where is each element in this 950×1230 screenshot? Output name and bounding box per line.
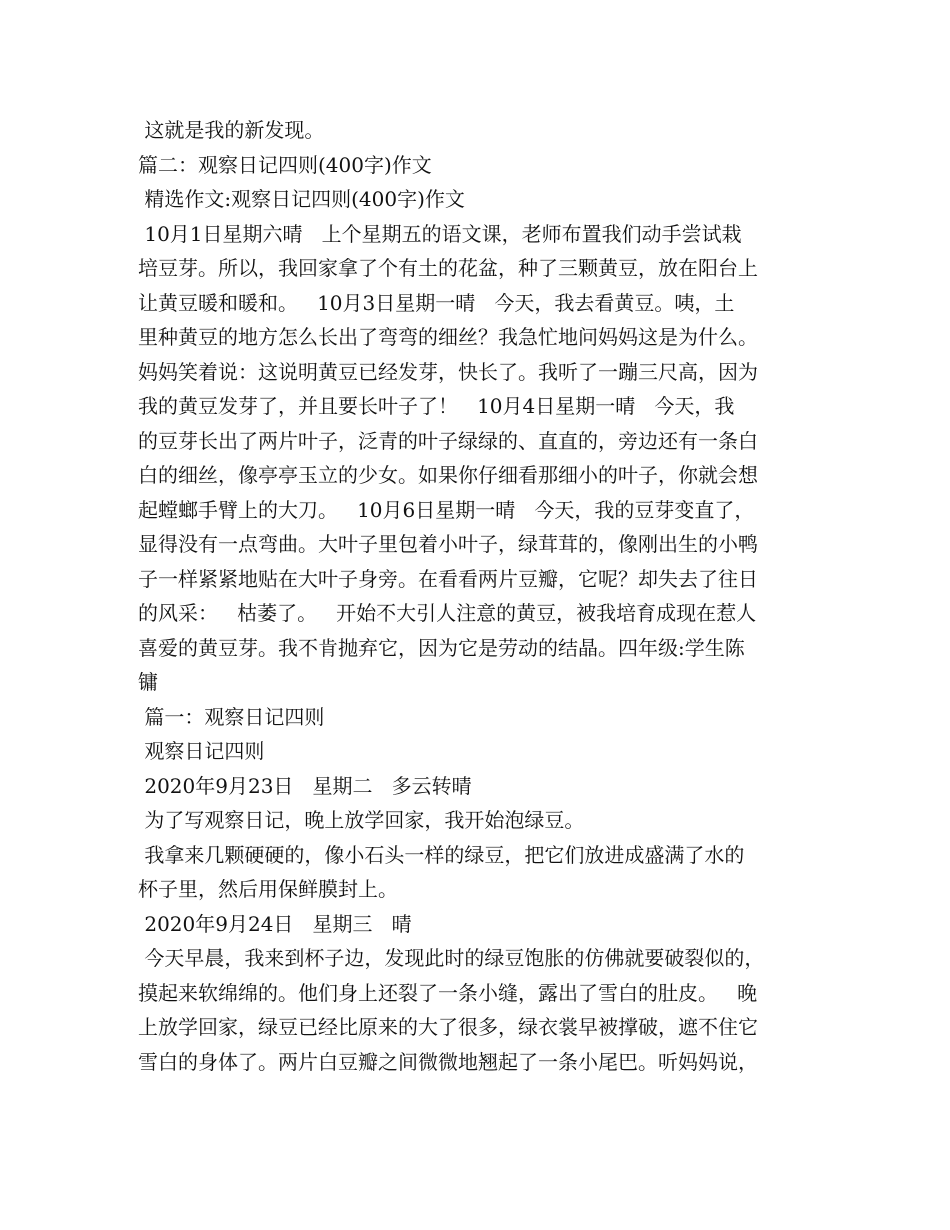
text-line: 里种黄豆的地方怎么长出了弯弯的细丝？我急忙地问妈妈这是为什么。	[138, 325, 758, 349]
text-line: 杯子里，然后用保鲜膜封上。	[138, 877, 398, 901]
diary-date: 2020年9月24日 星期三 晴	[138, 911, 412, 936]
essay-title: 观察日记四则	[138, 739, 265, 763]
text-line: 让黄豆暖和暖和。 10月3日星期一晴 今天，我去看黄豆。咦，土	[138, 290, 735, 315]
diary-date: 2020年9月23日 星期二 多云转晴	[138, 773, 472, 798]
text-line: 子一样紧紧地贴在大叶子身旁。在看看两片豆瓣，它呢？却失去了往日	[138, 566, 758, 591]
text-line: 上放学回家，绿豆已经比原来的大了很多，绿衣裳早被撑破，遮不住它	[138, 1015, 758, 1039]
text-line: 的风采： 枯萎了。 开始不大引人注意的黄豆，被我培育成现在惹人	[138, 601, 757, 625]
text-line: 今天早晨，我来到杯子边，发现此时的绿豆饱胀的仿佛就要破裂似的，	[138, 946, 765, 970]
text-line: 起螳螂手臂上的大刀。 10月6日星期一晴 今天，我的豆芽变直了，	[138, 497, 755, 522]
section-heading: 篇二：观察日记四则(400字)作文	[138, 152, 432, 177]
document-page	[138, 113, 826, 1079]
text-line: 我的黄豆发芽了，并且要长叶子了！ 10月4日星期一晴 今天，我	[138, 394, 735, 418]
essay-title: 精选作文:观察日记四则(400字)作文	[138, 187, 465, 211]
text-line: 10月1日星期六晴 上个星期五的语文课，老师布置我们动手尝试栽	[138, 221, 742, 246]
text-line: 镛	[138, 670, 158, 694]
text-line: 显得没有一点弯曲。大叶子里包着小叶子，绿茸茸的，像刚出生的小鸭	[138, 532, 758, 556]
text-line: 喜爱的黄豆芽。我不肯抛弃它，因为它是劳动的结晶。四年级:学生陈	[138, 635, 745, 660]
text-line: 的豆芽长出了两片叶子，泛青的叶子绿绿的、直直的，旁边还有一条白	[138, 428, 758, 453]
text-line: 摸起来软绵绵的。他们身上还裂了一条小缝，露出了雪白的肚皮。 晚	[138, 980, 758, 1005]
text-line: 培豆芽。所以，我回家拿了个有土的花盆，种了三颗黄豆，放在阳台上	[138, 256, 758, 280]
text-line: 为了写观察日记，晚上放学回家，我开始泡绿豆。	[138, 808, 585, 832]
text-line: 白的细丝，像亭亭玉立的少女。如果你仔细看那细小的叶子，你就会想	[138, 463, 758, 487]
text-line: 妈妈笑着说：这说明黄豆已经发芽，快长了。我听了一蹦三尺高，因为	[138, 359, 758, 384]
text-line: 这就是我的新发现。	[138, 118, 325, 142]
text-line: 我拿来几颗硬硬的，像小石头一样的绿豆，把它们放进成盛满了水的	[138, 842, 745, 867]
text-line: 雪白的身体了。两片白豆瓣之间微微地翘起了一条小尾巴。听妈妈说，	[138, 1049, 758, 1074]
section-heading: 篇一：观察日记四则	[138, 704, 325, 729]
